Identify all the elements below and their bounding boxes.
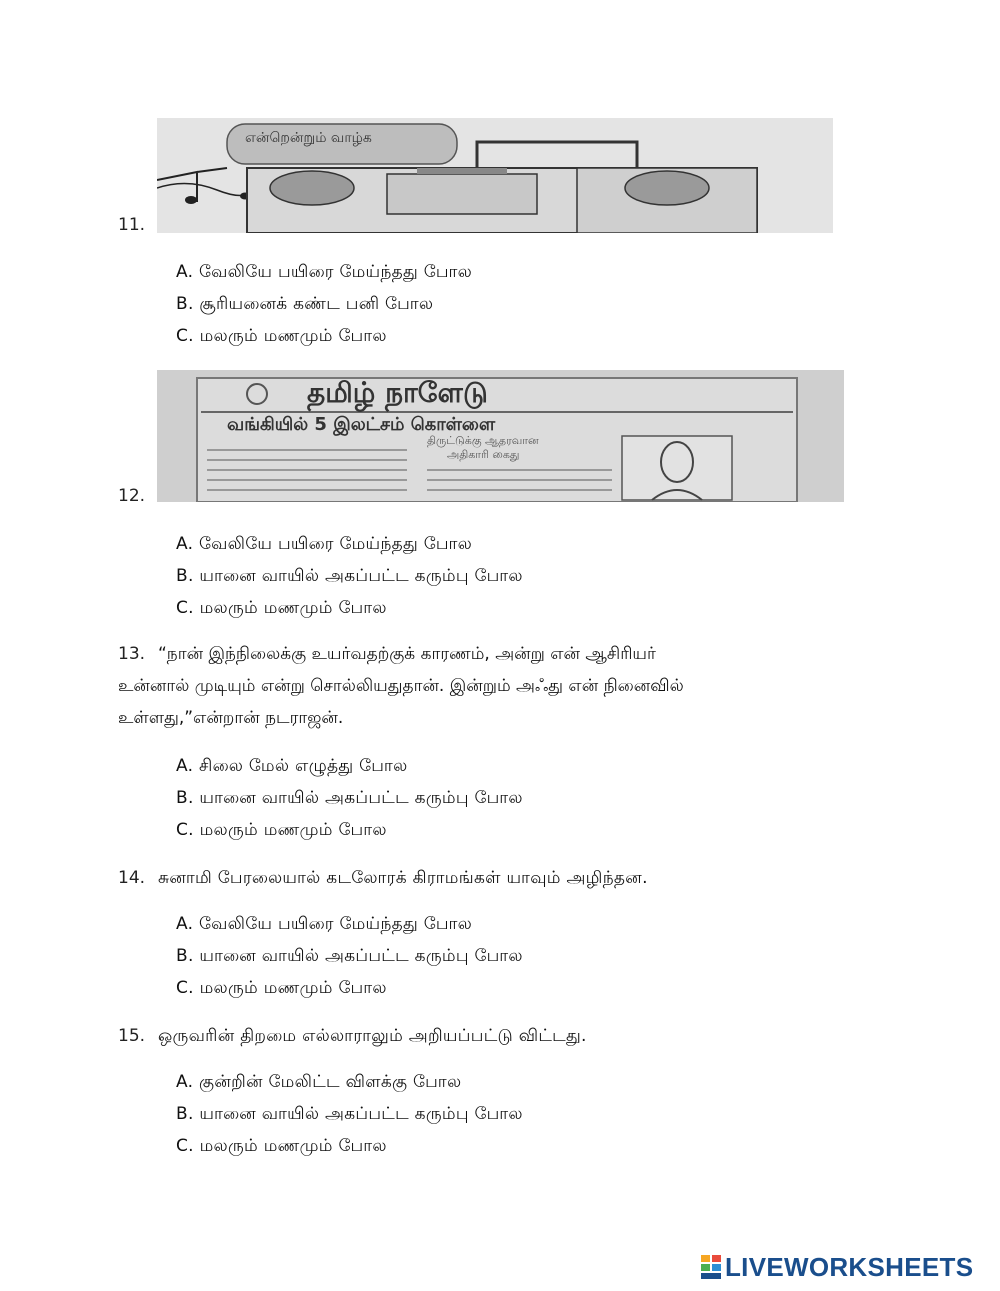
option-b[interactable]: B. சூரியனைக் கண்ட பனி போல (176, 294, 434, 314)
option-c[interactable]: C. மலரும் மணமும் போல (176, 598, 387, 618)
question-text-line: “நான் இந்நிலைக்கு உயர்வதற்குக் காரணம், அன்று என் ஆசிரியர் (158, 644, 656, 664)
option-b[interactable]: B. யானை வாயில் அகப்பட்ட கரும்பு போல (176, 946, 523, 966)
liveworksheets-brand (700, 1252, 973, 1282)
option-c[interactable]: C. மலரும் மணமும் போல (176, 326, 387, 346)
liveworksheets-logo-text: LIVEWORKSHEETS (725, 1251, 974, 1282)
option-a[interactable]: A. குன்றின் மேலிட்ட விளக்கு போல (176, 1072, 462, 1092)
option-c[interactable]: C. மலரும் மணமும் போல (176, 820, 387, 840)
question-number: 15. (118, 1026, 146, 1046)
image-caption: என்றென்றும் வாழ்க (245, 130, 372, 146)
liveworksheets-logo-icon (700, 1254, 722, 1280)
option-b[interactable]: B. யானை வாயில் அகப்பட்ட கரும்பு போல (176, 1104, 523, 1124)
question-text (158, 638, 858, 670)
option-b[interactable]: B. யானை வாயில் அகப்பட்ட கரும்பு போல (176, 788, 523, 808)
option-a[interactable]: A. வேலியே பயிரை மேய்ந்தது போல (176, 262, 473, 282)
option-b[interactable]: B. யானை வாயில் அகப்பட்ட கரும்பு போல (176, 566, 523, 586)
newspaper-headline: வங்கியில் 5 இலட்சம் கொள்ளை (227, 414, 496, 435)
newspaper-subhead: திருட்டுக்கு ஆதரவான (427, 434, 539, 447)
question-text: ஒருவரின் திறமை எல்லாராலும் அறியப்பட்டு விட்டது. (158, 1026, 587, 1046)
option-a[interactable]: A. சிலை மேல் எழுத்து போல (176, 756, 408, 776)
question-number: 12. (118, 486, 146, 506)
question-text: சுனாமி பேரலையால் கடலோரக் கிராமங்கள் யாவும் அழிந்தன. (158, 868, 648, 888)
newspaper-subhead: அதிகாரி கைது (447, 448, 520, 461)
question-number: 13. (118, 644, 146, 664)
cassette-player-image (157, 118, 833, 233)
option-c[interactable]: C. மலரும் மணமும் போல (176, 978, 387, 998)
option-a[interactable]: A. வேலியே பயிரை மேய்ந்தது போல (176, 534, 473, 554)
newspaper-image (157, 370, 844, 502)
option-c[interactable]: C. மலரும் மணமும் போல (176, 1136, 387, 1156)
question-number: 11. (118, 215, 146, 235)
newspaper-title: தமிழ் நாளேடு (307, 376, 488, 409)
question-text-line: உள்ளது,”என்றான் நடராஜன். (118, 708, 344, 728)
question-number: 14. (118, 868, 146, 888)
question-text-line: உன்னால் முடியும் என்று சொல்லியதுதான். இன்றும் அஃது என் நினைவில் (118, 676, 684, 696)
option-a[interactable]: A. வேலியே பயிரை மேய்ந்தது போல (176, 914, 473, 934)
